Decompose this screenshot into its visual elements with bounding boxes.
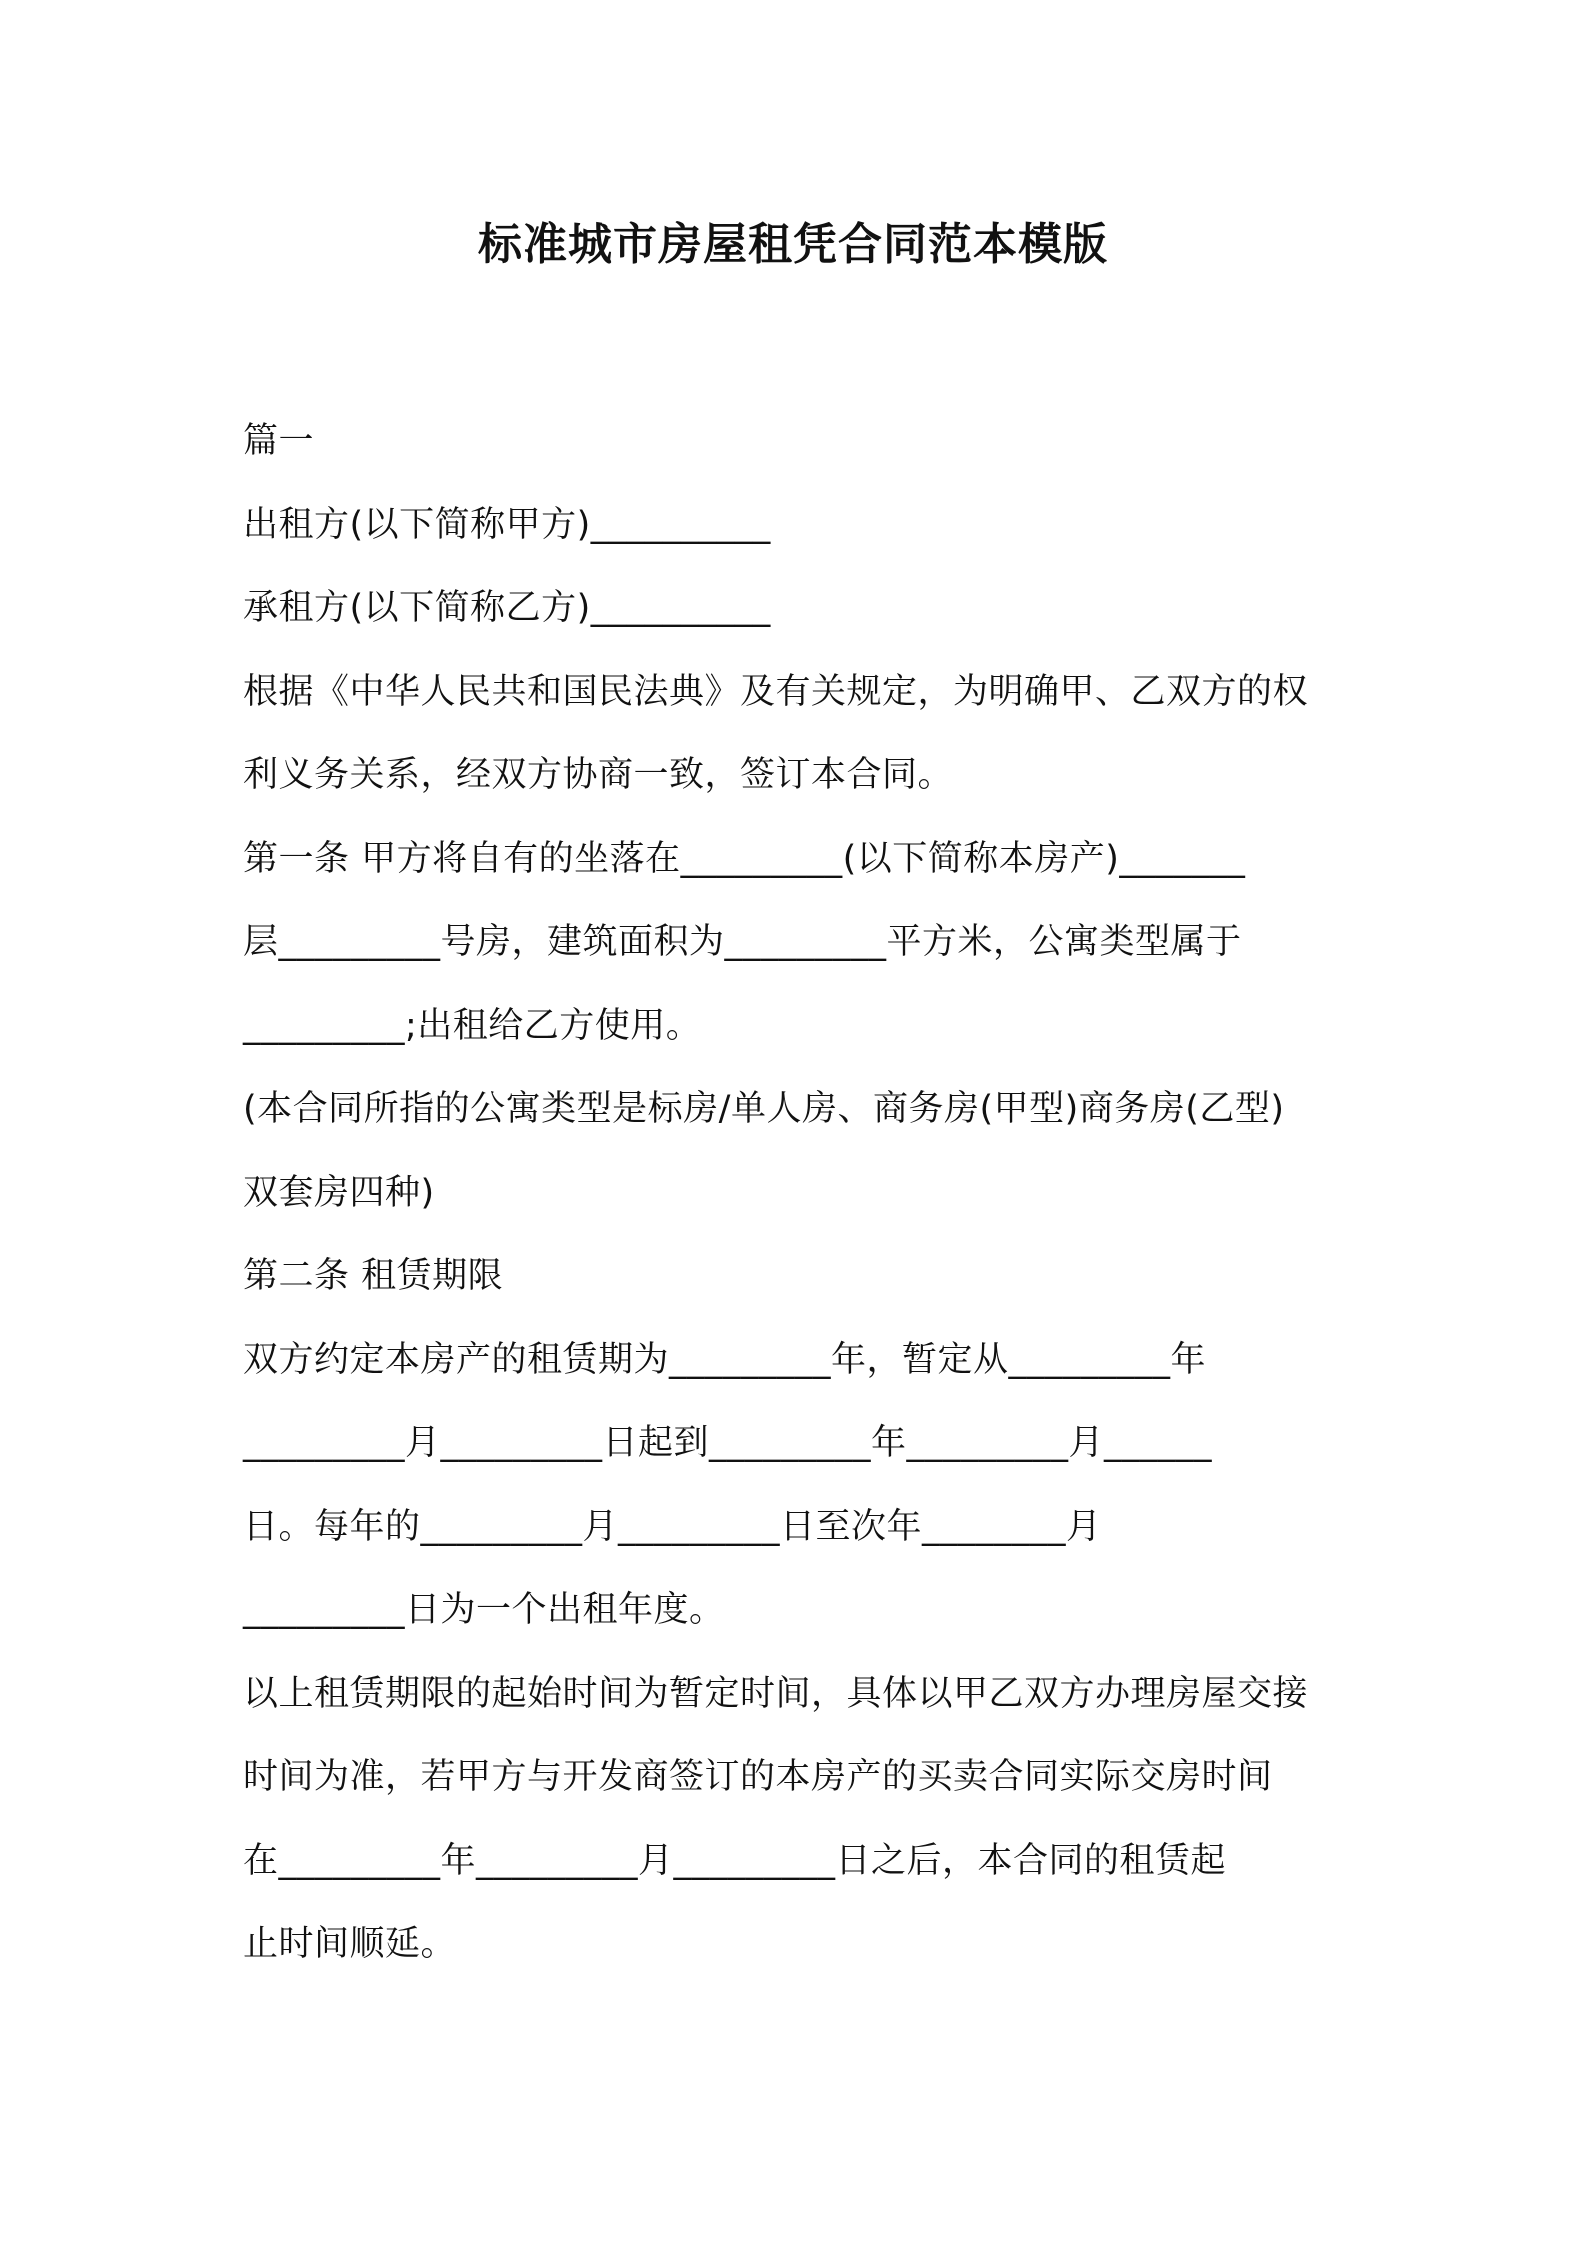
article-1-line: 第一条 甲方将自有的坐落在_________(以下简称本房产)_______ xyxy=(243,838,1246,879)
article-1-line: 层_________号房，建筑面积为_________平方米，公寓类型属于 xyxy=(243,922,1242,962)
paragraph-line: 在_________年_________月_________日之后，本合同的租赁起 xyxy=(243,1840,1227,1881)
paragraph-line: 止时间顺延。 xyxy=(243,1924,457,1964)
paragraph-line: 利义务关系，经双方协商一致，签订本合同。 xyxy=(243,755,954,795)
paragraph-line: 以上租赁期限的起始时间为暂定时间，具体以甲乙双方办理房屋交接 xyxy=(243,1673,1309,1714)
paragraph-line: 时间为准，若甲方与开发商签订的本房产的买卖合同实际交房时间 xyxy=(243,1757,1273,1797)
section-heading: 篇一 xyxy=(243,421,315,461)
paragraph-line: 根据《中华人民共和国民法典》及有关规定，为明确甲、乙双方的权 xyxy=(243,671,1309,712)
article-2-line: _________月_________日起到_________年_________月______ xyxy=(243,1423,1213,1463)
lessee-line: 承租方(以下简称乙方)__________ xyxy=(243,588,771,628)
article-2-line: 日。每年的_________月_________日至次年________月 xyxy=(243,1506,1102,1547)
article-2-heading: 第二条 租赁期限 xyxy=(243,1256,504,1296)
document-body xyxy=(243,400,1363,1987)
document-title: 标准城市房屋租凭合同范本模版 xyxy=(478,219,1108,270)
article-2-line: _________日为一个出租年度。 xyxy=(243,1590,725,1630)
note-line: (本合同所指的公寓类型是标房/单人房、商务房(甲型)商务房(乙型) xyxy=(243,1089,1285,1129)
article-2-line: 双方约定本房产的租赁期为_________年，暂定从_________年 xyxy=(243,1339,1207,1380)
lessor-line: 出租方(以下简称甲方)__________ xyxy=(243,504,771,545)
article-1-line: _________;出租给乙方使用。 xyxy=(243,1005,702,1046)
note-line: 双套房四种) xyxy=(243,1172,435,1213)
